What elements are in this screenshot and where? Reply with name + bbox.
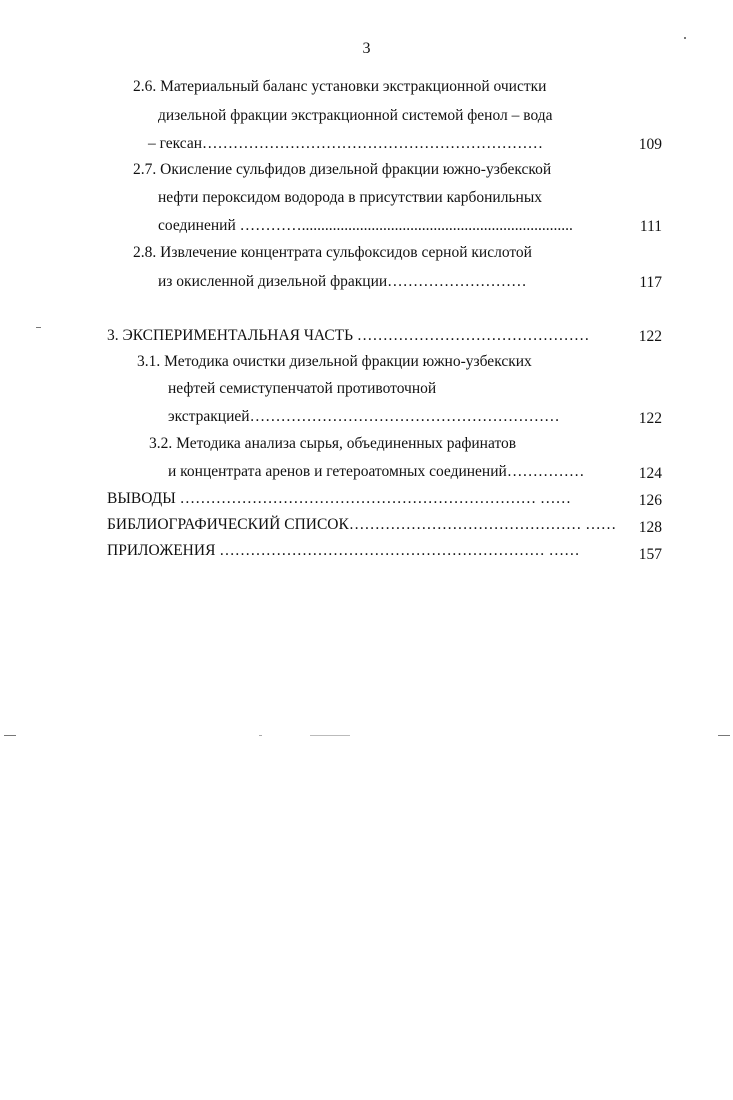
- toc-page-number: 126: [638, 492, 662, 509]
- scan-mark: [259, 735, 262, 736]
- toc-entry-text: соединений …………......................................................................: [158, 217, 573, 234]
- toc-page-number: 117: [639, 274, 662, 291]
- toc-page-number: 128: [638, 519, 662, 536]
- toc-page-number: 122: [638, 410, 662, 427]
- toc-entry-text: и концентрата аренов и гетероатомных соединений……………: [168, 463, 585, 480]
- toc-entry-text: нефтей семиступенчатой противоточной: [168, 380, 437, 397]
- toc-page-number: 124: [638, 465, 662, 482]
- toc-entry-text: нефти пероксидом водорода в присутствии карбонильных: [158, 189, 542, 206]
- scan-mark: [718, 735, 730, 736]
- scan-mark: [684, 37, 686, 39]
- scan-mark: [4, 735, 16, 736]
- toc-entry-text: 3. ЭКСПЕРИМЕНТАЛЬНАЯ ЧАСТЬ ………………………………………: [107, 327, 590, 344]
- toc-entry-text: 3.2. Методика анализа сырья, объединенных рафинатов: [149, 435, 517, 452]
- toc-entry-text: ВЫВОДЫ …………………………………………………………… ……: [107, 490, 571, 507]
- toc-page-number: 157: [638, 546, 662, 563]
- toc-page-number: 109: [638, 136, 662, 153]
- toc-entry-text: – гексан…………………………………………………………: [148, 135, 544, 152]
- toc-entry-text: 3.1. Методика очистки дизельной фракции южно-узбекских: [137, 353, 532, 370]
- toc-entry-text: 2.8. Извлечение концентрата сульфоксидов серной кислотой: [133, 244, 532, 261]
- toc-page-number: 111: [639, 218, 662, 235]
- toc-page-number: 122: [638, 328, 662, 345]
- toc-entry-text: 2.6. Материальный баланс установки экстракционной очистки: [133, 78, 547, 95]
- toc-entry-text: ПРИЛОЖЕНИЯ ……………………………………………………… ……: [107, 542, 580, 559]
- page-number: 3: [362, 40, 371, 57]
- toc-entry-text: дизельной фракции экстракционной системой фенол – вода: [158, 107, 553, 124]
- toc-entry-text: БИБЛИОГРАФИЧЕСКИЙ СПИСОК……………………………………… ……: [107, 516, 617, 533]
- toc-entry-text: 2.7. Окисление сульфидов дизельной фракции южно-узбекской: [133, 161, 552, 178]
- toc-entry-text: из окисленной дизельной фракции………………………: [158, 273, 527, 290]
- toc-entry-text: экстракцией……………………………………………………: [168, 408, 560, 425]
- scan-mark: [36, 327, 41, 328]
- scan-mark: [310, 735, 350, 736]
